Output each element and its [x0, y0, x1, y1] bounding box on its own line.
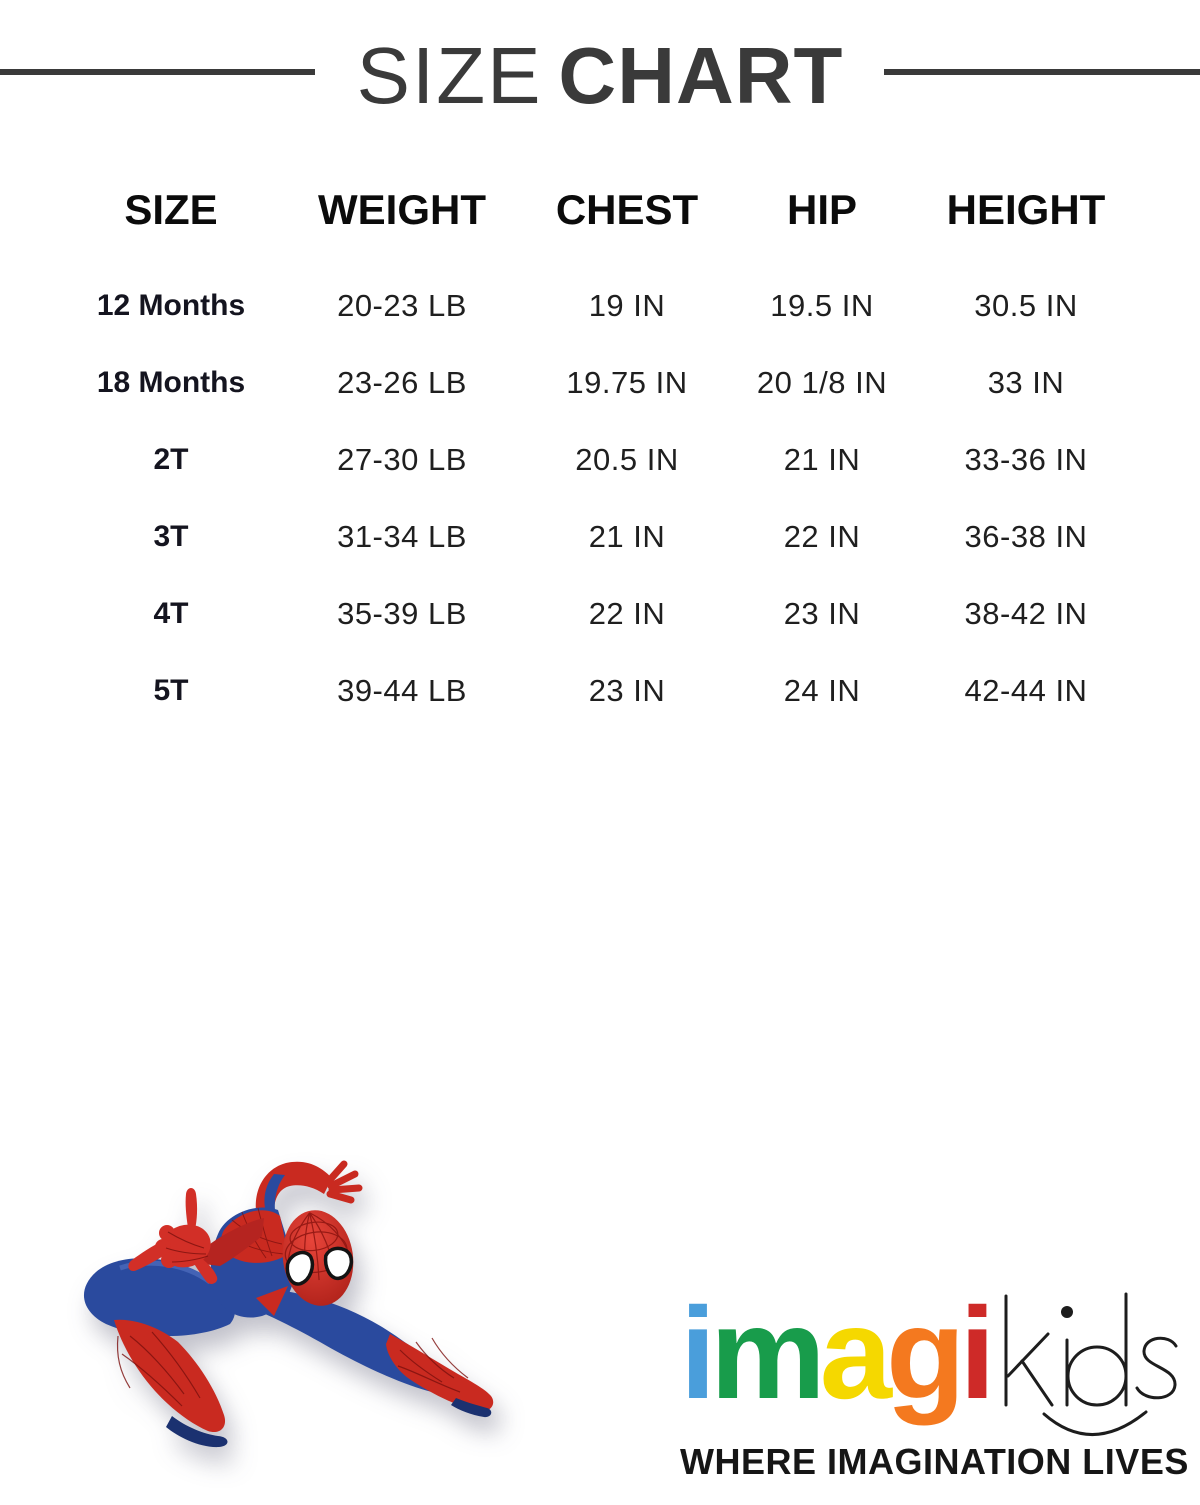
col-header-size: SIZE: [124, 186, 218, 233]
cell-height: 36-38 IN: [964, 519, 1088, 554]
cell-hip: 24 IN: [783, 673, 861, 708]
cell-height: 38-42 IN: [964, 596, 1088, 631]
title-rule-right: [884, 69, 1200, 75]
cell-weight: 39-44 LB: [337, 673, 467, 708]
cell-height: 30.5 IN: [974, 288, 1078, 323]
cell-size: 3T: [153, 520, 189, 553]
col-header-weight: WEIGHT: [318, 186, 486, 233]
table-row: [60, 517, 1140, 557]
cell-weight: 27-30 LB: [337, 442, 467, 477]
title-word-chart: CHART: [558, 31, 844, 120]
logo-letter: i: [680, 1280, 711, 1426]
spiderman-illustration: [60, 1140, 540, 1500]
logo-letter: i: [959, 1280, 990, 1426]
table-row: [60, 363, 1140, 403]
cell-weight: 31-34 LB: [337, 519, 467, 554]
col-header-chest: CHEST: [555, 186, 699, 233]
cell-chest: 22 IN: [588, 596, 666, 631]
cell-chest: 19 IN: [588, 288, 666, 323]
cell-hip: 19.5 IN: [770, 288, 874, 323]
letter-i-dot: [1061, 1306, 1073, 1318]
table-row: [60, 286, 1140, 326]
cell-weight: 23-26 LB: [337, 365, 467, 400]
table-header-row: [60, 184, 1140, 236]
imagikids-logo: [680, 1280, 1189, 1500]
cell-hip: 22 IN: [783, 519, 861, 554]
cell-size: 4T: [153, 597, 189, 630]
table-row: [60, 594, 1140, 634]
cell-height: 42-44 IN: [964, 673, 1088, 708]
cell-chest: 21 IN: [588, 519, 666, 554]
cell-hip: 21 IN: [783, 442, 861, 477]
table-row: [60, 671, 1140, 711]
title-rule-left: [0, 69, 315, 75]
table-row: [60, 440, 1140, 480]
logo-imagi-wordmark: [680, 1280, 990, 1426]
cell-chest: 20.5 IN: [575, 442, 679, 477]
logo-letter: g: [886, 1280, 960, 1426]
logo-letter: a: [819, 1280, 887, 1426]
cell-height: 33 IN: [987, 365, 1065, 400]
cell-chest: 19.75 IN: [566, 365, 688, 400]
cell-size: 12 Months: [96, 289, 246, 322]
cell-hip: 20 1/8 IN: [756, 365, 888, 400]
logo-tagline: WHERE IMAGINATION LIVES: [680, 1441, 1189, 1482]
title-word-size: SIZE: [356, 31, 543, 120]
col-header-height: HEIGHT: [946, 186, 1106, 233]
cell-size: 2T: [153, 443, 189, 476]
logo-letter: m: [710, 1280, 820, 1426]
col-header-hip: HIP: [786, 186, 857, 233]
cell-size: 18 Months: [96, 366, 246, 399]
cell-chest: 23 IN: [588, 673, 666, 708]
cell-height: 33-36 IN: [964, 442, 1088, 477]
cell-hip: 23 IN: [783, 596, 861, 631]
cell-size: 5T: [153, 674, 189, 707]
cell-weight: 20-23 LB: [337, 288, 467, 323]
smile-arc: [1044, 1412, 1146, 1435]
page-title: [0, 26, 1200, 126]
cell-weight: 35-39 LB: [337, 596, 467, 631]
